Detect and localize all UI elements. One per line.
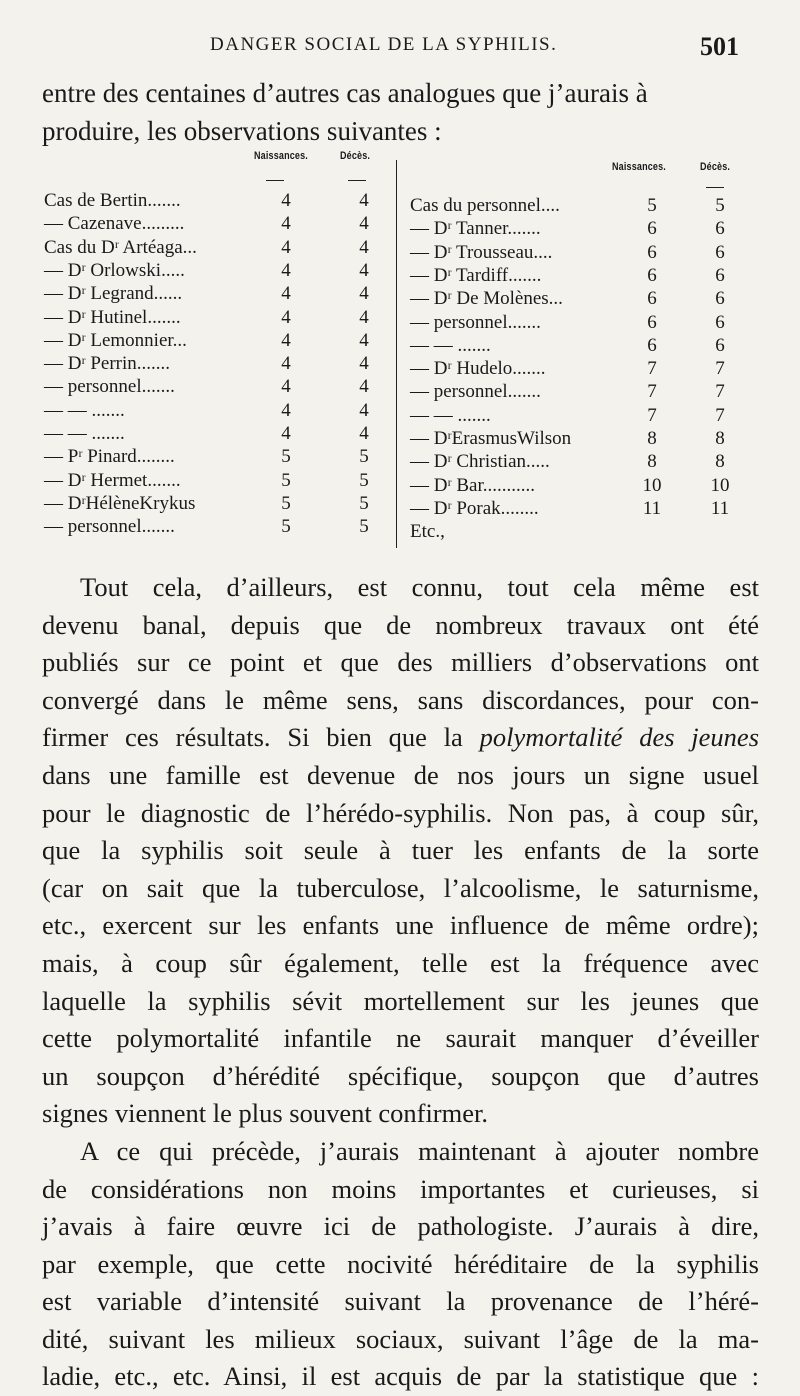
text-line: un soupçon d’hérédité spécifique, soupçon que d’autres (42, 1060, 759, 1091)
deaths-value: 4 (359, 259, 369, 281)
table-row (44, 260, 394, 282)
deaths-value: 10 (710, 474, 730, 496)
row-label: — Dʳ Bar........... (410, 474, 535, 496)
text-line: dans une famille est devenue de nos jours un signe usuel (42, 759, 759, 790)
text-line: mais, à coup sûr également, telle est la fréquence avec (42, 947, 759, 978)
table-row (410, 265, 760, 287)
table-row (410, 498, 760, 520)
row-label: — Dʳ Hutinel....... (44, 306, 181, 328)
text-line: (car on sait que la tuberculose, l’alcoolisme, le saturnisme, (42, 872, 759, 903)
deaths-value: 8 (715, 428, 725, 449)
births-value: 11 (642, 497, 662, 519)
table-row (44, 307, 394, 329)
births-value: 5 (647, 195, 657, 216)
table-row (44, 446, 394, 468)
text-line: convergé dans le même sens, sans discordances, pour con- (42, 684, 759, 715)
table-row (410, 335, 760, 357)
table-row (44, 516, 394, 538)
paragraph (42, 1133, 759, 1396)
table-row (44, 283, 394, 305)
births-value: 7 (647, 381, 657, 403)
deaths-value: 4 (359, 306, 369, 328)
deaths-value: 6 (715, 288, 725, 310)
row-label: — — ....... (44, 423, 125, 444)
column-divider (396, 160, 397, 548)
deaths-value: 4 (359, 376, 369, 398)
text-line: pour le diagnostic de l’hérédo-syphilis. Non pas, à coup sûr, (42, 797, 759, 828)
text-line: que la syphilis soit seule à tuer les enfants de la sorte (42, 835, 759, 866)
table-row (410, 195, 760, 217)
header-rule (348, 180, 366, 181)
header-rule (706, 187, 724, 188)
table-row (410, 288, 760, 310)
text-line: dité, suivant les milieux sociaux, suivant l’âge de la ma- (42, 1323, 759, 1354)
deaths-value: 7 (715, 358, 725, 380)
text-line (42, 719, 759, 757)
header-rule (266, 180, 284, 181)
births-value: 4 (281, 376, 291, 398)
text-line: A ce qui précède, j’aurais maintenant à ajouter nombre (80, 1135, 759, 1166)
row-label: — Dʳ Perrin....... (44, 353, 171, 375)
text-line: Tout cela, d’ailleurs, est connu, tout cela même est (80, 572, 759, 602)
table-row (44, 213, 394, 235)
row-label: — — ....... (44, 399, 125, 421)
deaths-value: 4 (359, 190, 369, 211)
deaths-value: 5 (715, 195, 725, 216)
deaths-value: 6 (715, 218, 725, 240)
intro-text (42, 74, 757, 150)
intro-line: entre des centaines d’autres cas analogues que j’aurais à (42, 78, 648, 108)
text-line: publiés sur ce point et que des milliers d’observations ont (42, 647, 759, 678)
table-row (44, 400, 394, 422)
body-text (42, 569, 759, 1396)
births-value: 4 (281, 259, 291, 281)
deaths-value: 4 (359, 236, 369, 258)
row-label: — Dʳ Hermet....... (44, 469, 181, 491)
table-row (410, 218, 760, 240)
births-value: 10 (642, 474, 662, 496)
text-line: etc., exercent sur les enfants une influence de même ordre); (42, 910, 759, 941)
row-label: Etc., (410, 521, 445, 543)
births-value: 4 (281, 213, 291, 235)
table-row (410, 451, 760, 473)
row-label: — Dʳ Hudelo....... (410, 358, 546, 380)
row-label: — Dʳ Porak........ (410, 497, 539, 519)
deaths-value: 4 (359, 213, 369, 235)
deaths-value: 5 (359, 469, 369, 491)
row-label: — — ....... (410, 404, 491, 426)
row-label: — personnel....... (44, 376, 175, 398)
deaths-value: 7 (715, 381, 725, 403)
col-header-deaths-left: Décès. (340, 150, 371, 162)
births-value: 7 (647, 404, 657, 426)
deaths-value: 4 (359, 283, 369, 305)
row-label: Cas de Bertin....... (44, 190, 181, 211)
row-label: — personnel....... (410, 381, 541, 403)
births-value: 4 (281, 353, 291, 375)
deaths-value: 5 (359, 492, 369, 514)
deaths-value: 6 (715, 311, 725, 333)
row-label: — — ....... (410, 334, 491, 356)
births-value: 5 (281, 446, 291, 468)
births-value: 4 (281, 190, 291, 211)
col-header-births-left: Naissances. (254, 150, 308, 162)
births-value: 6 (647, 311, 657, 333)
births-value: 4 (281, 283, 291, 305)
table-row (410, 312, 760, 334)
row-label: — Dʳ Orlowski..... (44, 259, 185, 281)
deaths-value: 4 (359, 423, 369, 444)
deaths-value: 11 (710, 497, 730, 519)
text-line: cette polymortalité infantile ne saurait manquer d’éveiller (42, 1023, 759, 1054)
row-label: Cas du Dʳ Artéaga... (44, 236, 197, 258)
births-value: 4 (281, 329, 291, 351)
deaths-value: 5 (359, 446, 369, 468)
text-line: signes viennent le plus souvent confirmer. (42, 1098, 488, 1129)
text-line: j’avais à faire œuvre ici de pathologiste. J’aurais à dire, (42, 1211, 759, 1242)
text-line: de considérations non moins importantes et curieuses, si (42, 1173, 759, 1204)
table-row (44, 190, 394, 212)
table-row (44, 376, 394, 398)
table-row (410, 475, 760, 497)
col-header-deaths-right: Décès. (700, 161, 731, 173)
births-value: 8 (647, 428, 657, 449)
births-value: 4 (281, 306, 291, 328)
deaths-value: 5 (359, 516, 369, 538)
table-row (410, 405, 760, 427)
row-label: — personnel....... (44, 516, 175, 538)
table-row (410, 428, 760, 450)
row-label: — Pʳ Pinard........ (44, 446, 175, 468)
births-value: 5 (281, 492, 291, 514)
table-row (410, 242, 760, 264)
table-row (410, 381, 760, 403)
row-label: Cas du personnel.... (410, 195, 560, 216)
deaths-value: 6 (715, 334, 725, 356)
births-value: 6 (647, 334, 657, 356)
row-label: — Dʳ De Molènes... (410, 288, 563, 310)
row-label: — personnel....... (410, 311, 541, 333)
row-label: — Dʳ Lemonnier... (44, 329, 187, 351)
births-value: 6 (647, 241, 657, 263)
text-line: laquelle la syphilis sévit mortellement sur les jeunes que (42, 985, 759, 1016)
deaths-value: 4 (359, 329, 369, 351)
births-value: 4 (281, 236, 291, 258)
text-line: est variable d’intensité suivant la provenance de l’héré- (42, 1286, 759, 1317)
table-row (44, 423, 394, 445)
row-label: — Dʳ Tardiff....... (410, 264, 542, 286)
births-value: 4 (281, 423, 291, 444)
row-label: — Dʳ Trousseau.... (410, 241, 553, 263)
table-row (44, 470, 394, 492)
row-label: — Dʳ Christian..... (410, 451, 550, 473)
table-row (44, 237, 394, 259)
births-value: 4 (281, 399, 291, 421)
births-value: 7 (647, 358, 657, 380)
row-label: — Dʳ Legrand...... (44, 283, 183, 305)
births-value: 8 (647, 451, 657, 473)
deaths-value: 6 (715, 264, 725, 286)
table-row (44, 493, 394, 515)
row-label: — Cazenave......... (44, 213, 185, 235)
page-number: 501 (700, 32, 739, 61)
births-value: 6 (647, 288, 657, 310)
deaths-value: 4 (359, 399, 369, 421)
table-row (410, 521, 760, 543)
deaths-value: 4 (359, 353, 369, 375)
births-value: 6 (647, 264, 657, 286)
row-label: — DʳErasmusWilson (410, 428, 572, 449)
italic-phrase: polymortalité des jeunes (479, 722, 760, 753)
intro-line: produire, les observations suivantes : (42, 116, 442, 146)
deaths-value: 7 (715, 404, 725, 426)
running-title: DANGER SOCIAL DE LA SYPHILIS. (210, 34, 558, 55)
births-value: 6 (647, 218, 657, 240)
row-label: — DʳHélèneKrykus (44, 492, 196, 514)
births-value: 5 (281, 469, 291, 491)
table-row (44, 353, 394, 375)
row-label: — Dʳ Tanner....... (410, 218, 541, 240)
table-row (410, 358, 760, 380)
births-value: 5 (281, 516, 291, 538)
table-row (44, 330, 394, 352)
deaths-value: 8 (715, 451, 725, 473)
running-head (0, 34, 800, 68)
text-line: devenu banal, depuis que de nombreux travaux ont été (42, 609, 759, 640)
paragraph (42, 569, 759, 1133)
text-line: par exemple, que cette nocivité héréditaire de la syphilis (42, 1248, 759, 1279)
text-segment: firmer ces résultats. Si bien que la (42, 722, 463, 753)
text-line: ladie, etc., etc. Ainsi, il est acquis de par la statistique que : (42, 1361, 759, 1392)
col-header-births-right: Naissances. (612, 161, 666, 173)
deaths-value: 6 (715, 241, 725, 263)
